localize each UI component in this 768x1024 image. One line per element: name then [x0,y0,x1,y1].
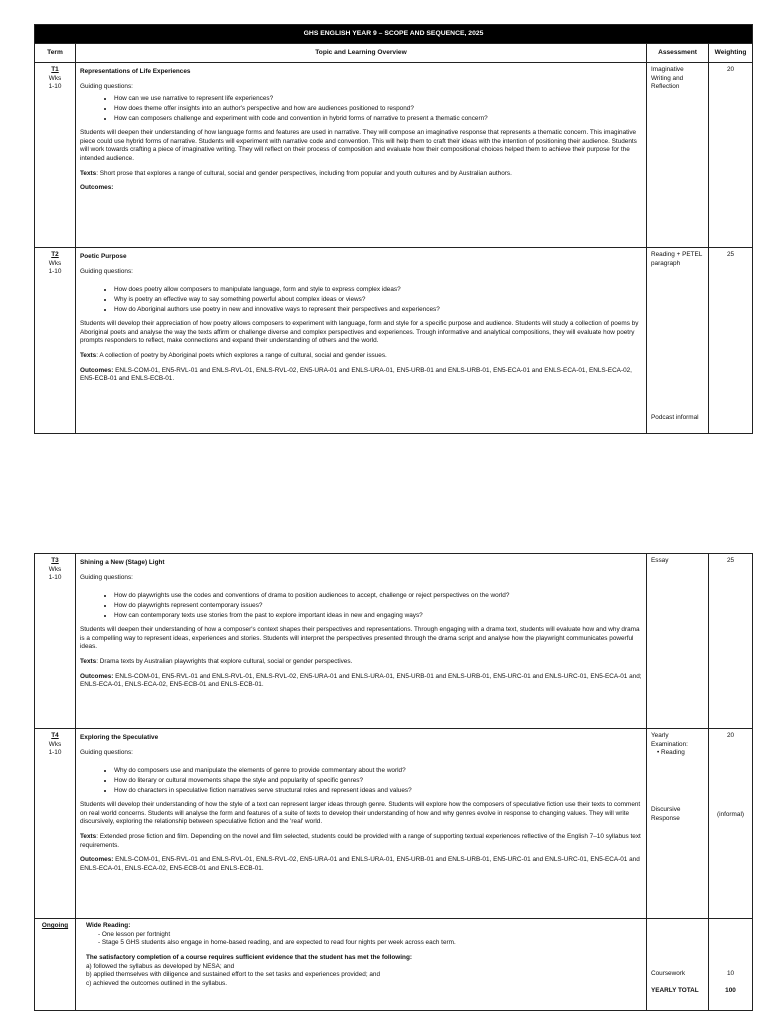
texts-label: Texts [80,833,97,841]
weighting-cell: 25 [709,554,753,729]
topic-title: Exploring the Speculative [80,734,159,741]
question-item: • How do playwrights represent contemporary issues? [114,602,642,611]
term-number: T2 [51,251,59,258]
term-wks: Wks [48,740,62,748]
question-item: • Why is poetry an effective way to say something powerful about complex ideas or views? [114,296,642,305]
term-cell [35,63,76,248]
assessment-primary: Yearly Examination: [651,732,688,748]
ongoing-assessment-cell [647,919,709,1011]
texts-label: Texts [80,169,97,177]
topic-cell [76,554,647,729]
assessment-cell: Essay [647,554,709,729]
weighting-cell: 20 [709,63,753,248]
texts-line [80,833,642,850]
outcomes-label: Outcomes: [80,856,114,864]
texts-value: : Short prose that explores a range of cultural, social and gender perspectives, including from popular and youth cultures and by Australian authors. [96,169,512,177]
ongoing-weighting-cell [709,919,753,1011]
overview-text: Students will develop their appreciation of how poetry allows composers to experiment with language, form and style for a specific purpose and audience. Students will study a collection of poems by Aboriginal poets and analyse the way the texts affirm or challenge diverse and complex perspectives and experiences. Trough informative and analytical compositions, they will evaluate how poetry prompts responders to reflect, make connections and expand their understanding of others and the world. [80,320,639,345]
texts-value: : Extended prose fiction and film. Depending on the novel and film selected, students could be provided with a range of supporting textual experiences reflective of the English 7–10 syllabus text requirements. [80,833,641,849]
assessment-cell [647,729,709,919]
term-number: T1 [51,66,59,73]
overview-text: Students will deepen their understanding of how language forms and features are used in narrative. They will compose an imaginative response that represents a thematic concern. This imaginative piece could use hybrid forms of narrative. Students will experiment with narrative code and convention. This will help them to craft their ideas with the intention of positioning their audience. Students will work towards crafting a piece of imaginative writing. They will reflect on their process of composition and evaluate how their compositional choices helped them to achieve their purpose for the intended audience. [80,129,637,163]
texts-label: Texts [80,352,97,360]
guiding-questions [114,592,642,620]
outcomes-line [80,673,642,690]
term-row-t2 [35,248,753,434]
overview-text: Students will deepen their understanding of how a composer's context shapes their perspectives and representations. Through engaging with a drama text, students will evaluate how and why drama is a compelling way to represent ideas, experiences and stories. Students will interpret the perspectives presented through the drama script and analyse how the playwright communicates powerful ideas. [80,626,640,651]
topic-cell [76,729,647,919]
question-item: • How does theme offer insights into an author's perspective and how are audiences positioned to respond? [114,105,642,114]
guiding-questions [114,767,642,795]
ongoing-content-cell [76,919,647,1011]
texts-line [80,352,642,361]
wide-reading-title: Wide Reading: [86,922,131,929]
term-cell [35,248,76,434]
outcomes-label: Outcomes: [80,366,114,374]
assessment-cell [647,248,709,434]
header-topic: Topic and Learning Overview [76,44,647,63]
weighting-primary: 20 [726,732,735,739]
question-item: • How do playwrights use the codes and conventions of drama to position audiences to accept, challenge or reject perspectives on the world? [114,592,642,601]
yearly-total-label: YEARLY TOTAL [651,986,699,994]
assessment-cell: Imaginative Writing and Reflection [647,63,709,248]
yearly-total-value: 100 [725,986,736,994]
texts-value: : A collection of poetry by Aboriginal poets which explores a range of cultural, social and gender issues. [96,352,387,360]
coursework-label: Coursework [651,970,686,977]
topic-title: Poetic Purpose [80,253,127,260]
outcomes-line [80,856,642,873]
question-item: • How do literary or cultural movements shape the style and popularity of specific genres? [114,777,642,786]
assessment-secondary: Podcast informal [651,414,699,422]
assessment-primary: Reading + PETEL paragraph [651,251,703,267]
texts-label: Texts [80,658,97,666]
term-wks: Wks [48,259,62,267]
scope-table-part-2 [34,553,753,1011]
guiding-questions [114,95,642,123]
topic-cell [76,63,647,248]
term-range: 1-10 [48,268,62,276]
guiding-questions [114,286,642,314]
header-weighting: Weighting [709,44,753,63]
header-assessment: Assessment [647,44,709,63]
weighting-cell: 25 [709,248,753,434]
condition-item: c) achieved the outcomes outlined in the syllabus. [86,979,228,987]
outcomes-value: ENLS-COM-01, EN5-RVL-01 and ENLS-RVL-01, ENLS-RVL-02, EN5-URA-01 and ENLS-URA-01, EN5-URB-01 and ENLS-URB-01, EN5-ECA-01 and ENLS-ECA-01, ENLS-ECA-02, EN5-ECB-01 and ENLS-ECB-01. [80,366,632,383]
guiding-label: Guiding questions: [80,748,133,756]
question-item: • How can contemporary texts use stories from the past to explore important ideas in new and engaging ways? [114,612,642,621]
term-range: 1-10 [48,749,62,757]
question-item: • How do characters in speculative fiction narratives serve structural roles and represent ideas and values? [114,787,642,796]
texts-line [80,658,642,667]
outcomes-value: ENLS-COM-01, EN5-RVL-01 and ENLS-RVL-01, ENLS-RVL-02, EN5-URA-01 and ENLS-URA-01, EN5-URB-01 and ENLS-URB-01, EN5-URC-01 and ENLS-URC-01, EN5-ECA-01 and ENLS-ECA-01, ENLS-ECA-02, EN5-ECB-01 and ENLS-ECB-01. [80,856,640,873]
topic-title: Representations of Life Experiences [80,68,191,75]
weighting-cell [709,729,753,919]
term-cell [35,554,76,729]
scope-table-part-1 [34,24,753,434]
weighting-secondary: (informal) [717,810,744,818]
question-item: • How does poetry allow composers to manipulate language, form and style to express complex ideas? [114,286,642,295]
term-wks: Wks [48,565,62,573]
ongoing-term-cell: Ongoing [35,919,76,1011]
term-cell [35,729,76,919]
term-row-t4 [35,729,753,919]
texts-line [80,170,642,179]
term-row-t3 [35,554,753,729]
overview-text: Students will develop their understanding of how the style of a text can represent larger ideas through genre. Students will explore how the composers of speculative fiction use their texts to comment on real world concerns. Students will analyse the form and features of a suite of texts to develop their understanding of how and why genres evolve in response to changing values. They will write discursively, exploring the relationship between speculative fiction and the 'real' world. [80,801,641,826]
question-item: • Why do composers use and manipulate the elements of genre to provide commentary about the world? [114,767,642,776]
coursework-weight: 10 [726,970,735,977]
outcomes-value: ENLS-COM-01, EN5-RVL-01 and ENLS-RVL-01, ENLS-RVL-02, EN5-URA-01 and ENLS-URA-01, EN5-URB-01 and ENLS-URB-01, EN5-URC-01 and ENLS-URC-01, EN5-ECA-01 and; ENLS-ECA-01, ENLS-ECA-02, EN5-ECB-01 and ENLS-ECB-01. [80,672,642,689]
term-row-t1 [35,63,753,248]
term-wks: Wks [48,74,62,82]
term-range: 1-10 [48,83,62,91]
satisfactory-statement: The satisfactory completion of a course requires sufficient evidence that the student has met the following: [86,953,412,961]
condition-item: a) followed the syllabus as developed by NESA; and [86,962,235,970]
assessment-sub: • Reading [657,749,685,757]
outcomes-label: Outcomes: [80,184,114,192]
guiding-label: Guiding questions: [80,82,133,90]
outcomes-line [80,367,642,384]
guiding-label: Guiding questions: [80,267,133,275]
wide-reading-item: - One lesson per fortnight [98,930,171,938]
term-range: 1-10 [48,574,62,582]
term-number: T3 [51,557,59,564]
question-item: • How can we use narrative to represent life experiences? [114,95,642,104]
topic-cell [76,248,647,434]
question-item: • How do Aboriginal authors use poetry in new and innovative ways to represent their perspectives and experiences? [114,306,642,315]
texts-value: : Drama texts by Australian playwrights that explore cultural, social or gender perspectives. [96,658,353,666]
outcomes-label: Outcomes: [80,672,114,680]
guiding-label: Guiding questions: [80,573,133,581]
condition-item: b) applied themselves with diligence and sustained effort to the set tasks and experiences provided; and [86,971,381,979]
term-number: T4 [51,732,59,739]
document-title: GHS ENGLISH YEAR 9 – SCOPE AND SEQUENCE, 2025 [35,25,753,44]
assessment-secondary: Discursive Response [651,805,681,822]
ongoing-row [35,919,753,1011]
question-item: • How can composers challenge and experiment with code and convention in hybrid forms of narrative to present a thematic concern? [114,115,642,124]
wide-reading-item: - Stage 5 GHS students also engage in home-based reading, and are expected to read four nights per week across each term. [98,939,456,947]
topic-title: Shining a New (Stage) Light [80,559,165,566]
header-term: Term [35,44,76,63]
